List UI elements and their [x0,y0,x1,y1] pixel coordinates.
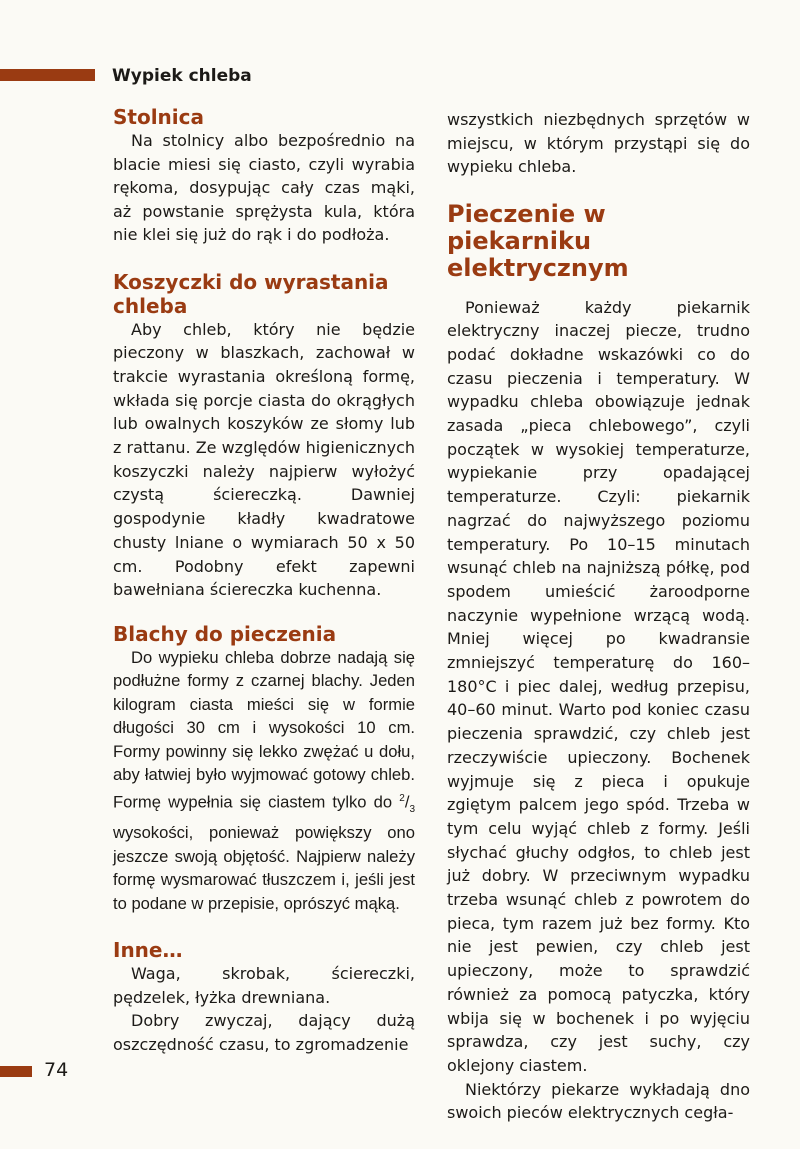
paragraph-pieczenie-2: Niektórzy piekarze wykładają dno swoich pieców elektrycznych cegła- [447,1079,750,1123]
footer-accent-bar [0,1066,32,1077]
left-column [113,105,415,1056]
blachy-text-before: Do wypieku chleba dobrze nadają się podłużne formy z czarnej blachy. Jeden kilogram ciasta mieści się w formie długości 30 cm i wysokości 10 cm. Formy powinny się lekko zwężać u dołu, aby łatwiej było wyjmować gotowy chleb. Formę wypełnia się ciastem tylko do [113,647,415,812]
right-column [447,108,750,1125]
section-heading-blachy: Blachy do pieczenia [113,621,337,646]
fraction-denominator: 3 [409,803,415,815]
paragraph-inne-1: Waga, skrobak, ściereczki, pędzelek, łyżka drewniana. [113,964,415,1007]
paragraph-pieczenie-1: Ponieważ każdy piekarnik elektryczny inaczej piecze, trudno podać dokładne wskazówki co do czasu pieczenia i temperatury. W wypadku chleba obowiązuje jednak zasada „pieca chlebowego”, czyli początek w wysokiej temperaturze, wypiekanie przy opadającej temperaturze. Czyli: piekarnik nagrzać do najwyższego poziomu temperatury. Po 10–15 minutach wsunąć chleb na najniższą półkę, pod spodem umieścić żaroodporne naczynie wypełnione wrzącą wodą. Mniej więcej po kwadransie zmniejszyć temperaturę do 160–180°C i piec dalej, według przepisu, 40–60 minut. Warto pod koniec czasu pieczenia sprawdzić, czy chleb jest rzeczywiście upieczony. Bochenek wyjmuje się z pieca i opukuje zgiętym palcem jego spód. Trzeba w tym celu wyjąć chleb z formy. Jeśli słychać głuchy odgłos, to chleb jest już dobry. W przeciwnym wypadku trzeba wsunąć chleb z powrotem do pieca, tym razem już bez formy. Kto nie jest pewien, czy chleb jest upieczony, może to sprawdzić również za pomocą patyczka, który wbija się w bochenek i po wyjęciu sprawdza, czy jest suchy, czy oklejony ciastem. [447,297,750,1075]
section-heading-stolnica: Stolnica [113,105,205,129]
header-accent-bar [0,69,95,81]
section-heading-koszyczki: Koszyczki do wyrastania chleba [113,269,389,318]
running-header-title: Wypiek chleba [112,66,252,86]
page-number: 74 [44,1059,69,1081]
fraction-numerator: 2 [399,792,405,804]
section-heading-inne: Inne… [113,938,183,963]
paragraph-continuation: wszystkich niezbędnych sprzętów w miejscu, w którym przystąpi się do wypieku chleba. [447,110,750,176]
paragraph-blachy [113,646,415,915]
blachy-text-after: wysokości, ponieważ powiększy ono jeszcze swoją objętość. Najpierw należy formę wysmarować tłuszczem i, jeśli jest to podane w przepisie, oprószyć mąką. [113,823,415,913]
paragraph-inne-2: Dobry zwyczaj, dający dużą oszczędność czasu, to zgromadzenie [113,1011,415,1054]
fraction-slash: / [404,792,410,812]
paragraph-stolnica: Na stolnicy albo bezpośrednio na blacie miesi się ciasto, czyli wyrabia rękoma, dosypując cały czas mąki, aż powstanie sprężysta kula, która nie klei się już do rąk i do podłoża. [113,131,415,244]
section-heading-pieczenie: Pieczenie w piekarniku elektrycznym [447,199,629,282]
paragraph-koszyczki: Aby chleb, który nie będzie pieczony w blaszkach, zachował w trakcie wyrastania określoną formę, wkłada się porcje ciasta do okrągłych lub owalnych koszyków ze słomy lub z rattanu. Ze względów higienicznych koszyczki należy najpierw wyłożyć czystą ściereczką. Dawniej gospodynie kładły kwadratowe chusty lniane o wymiarach 50 x 50 cm. Podobny efekt zapewni bawełniana ściereczka kuchenna. [113,319,415,600]
